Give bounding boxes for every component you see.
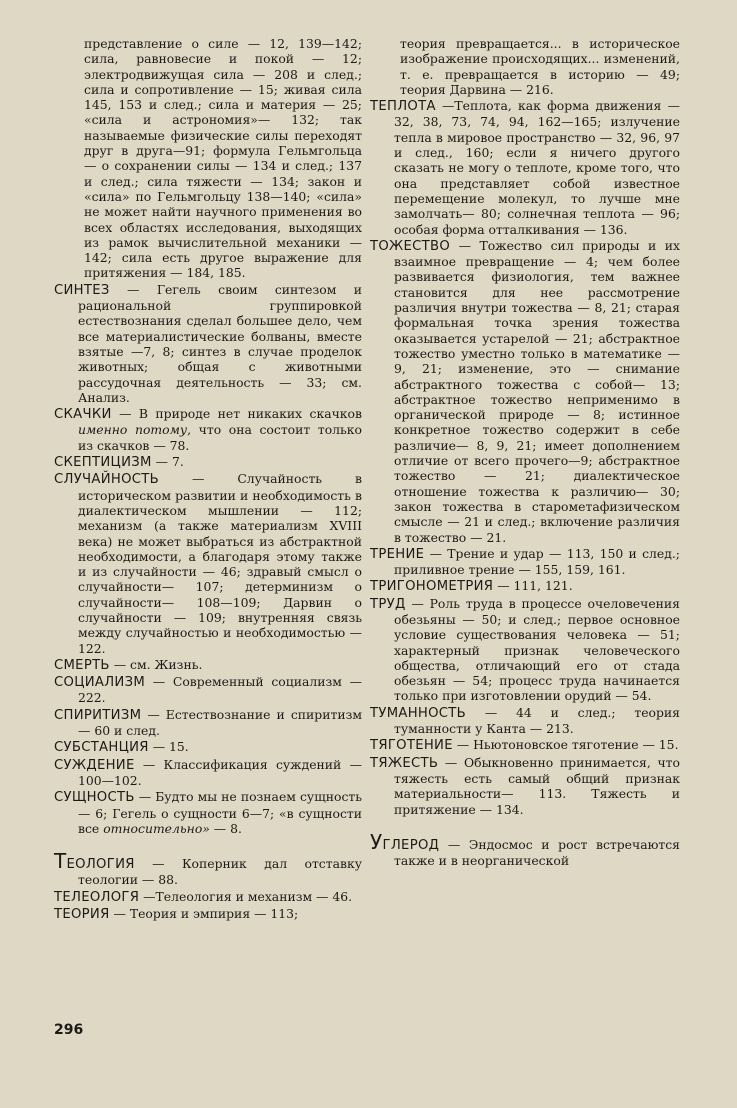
left-column: [54, 36, 362, 923]
entry-text: — Эндосмос и рост встречаются также и в неорганической: [394, 836, 680, 869]
entry-text: — Обыкновенно принимается, что тяжесть есть самый общий признак материальности— 113. Тяжесть и притяжение — 134.: [394, 754, 680, 817]
index-entry: [54, 906, 362, 922]
entry-heading: ТОЖЕСТВО: [370, 238, 451, 254]
entry-text: — Будто мы не познаем сущность — 6; Гегель о сущности 6—7; «в сущности все: [78, 789, 362, 836]
index-entry: [370, 36, 680, 97]
index-entry: [54, 757, 362, 789]
index-entry: [370, 546, 680, 578]
entry-heading: ТРУД: [370, 596, 406, 612]
entry-heading: ТУМАННОСТЬ: [370, 705, 467, 721]
index-entry: [54, 889, 362, 905]
entry-emphasis: относительно»: [103, 820, 210, 836]
index-entry: [54, 406, 362, 453]
right-column: [370, 36, 680, 869]
index-entry: [54, 657, 362, 673]
index-entry: [370, 98, 680, 237]
entry-text: — Трение и удар — 113, 150 и след.; приливное трение — 155, 159, 161.: [394, 545, 680, 578]
entry-text: — Классификация суждений — 100—102.: [78, 756, 362, 788]
entry-heading: ТЯГОТЕНИЕ: [370, 738, 453, 754]
entry-text: — В природе нет никаких скачков: [111, 406, 362, 422]
entry-text: — Роль труда в процессе очеловечения обезьяны — 50; и след.; первое основное условие существования человека — 51; характерный признак человеческого общества, отличающий его от стада обезьян — 54; процесс труда начинается только при изготовлении орудий — 54.: [394, 595, 680, 704]
index-entry: [370, 737, 680, 753]
entry-initial: У: [370, 829, 383, 854]
entry-text: — 15.: [148, 739, 189, 755]
entry-heading: СУЖДЕНИЕ: [54, 757, 135, 773]
entry-emphasis: именно потому: [78, 422, 188, 438]
entry-heading: СОЦИАЛИЗМ: [54, 675, 146, 691]
entry-heading: СМЕРТЬ: [54, 657, 110, 673]
index-entry: [370, 705, 680, 737]
entry-heading: СУЩНОСТЬ: [54, 790, 135, 806]
entry-heading: СКЕПТИЦИЗМ: [54, 455, 152, 471]
index-entry: [54, 789, 362, 836]
entry-heading: ТРИГОНОМЕТРИЯ: [370, 579, 494, 595]
index-entry: [54, 674, 362, 706]
page-number: 296: [54, 1022, 84, 1038]
entry-heading-rest: ЕОЛОГИЯ: [66, 857, 135, 873]
entry-heading-rest: ГЛЕРОД: [382, 837, 440, 853]
entry-text: — 111, 121.: [493, 578, 573, 594]
entry-text: — 8.: [209, 820, 242, 836]
entry-text: , что она состоит только из скачков — 78.: [78, 422, 362, 453]
index-entry: [54, 282, 362, 405]
entry-text: — Тожество сил природы и их взаимное превращение — 4; чем более развивается физиология, тем важнее становится для нее рассмотрение различия внутри тожества — 8, 21; старая формальная точка зрения тожества оказывается устарелой — 21; абстрактное тожество уместно только в математике — 9, 21; изменение, это — снимание абстрактного тожества с собой— 13; абстрактное тожество неприменимо в органической природе — 8; истинное конкретное тожество содержит в себе различие— 8, 9, 21; имеет дополнением отличие от всего прочего—9; абстрактное тожество — 21; диалектическое отношение тожества к различию— 30; закон тожества в старометафизическом смысле — 21 и след.; включение различия в тожество — 21.: [394, 237, 680, 545]
entry-heading: [370, 829, 440, 854]
entry-text: теория превращается... в историческое изображение происходящих... изменений, т. е. превращается в историю — 49; теория Дарвина — 216.: [400, 36, 680, 97]
index-entry: [370, 238, 680, 545]
entry-text: — 7.: [151, 454, 184, 470]
index-entry: [370, 829, 680, 869]
entry-heading: СПИРИТИЗМ: [54, 707, 142, 723]
index-entry: [54, 739, 362, 755]
entry-text: — см. Жизнь.: [109, 656, 203, 672]
index-entry: [370, 755, 680, 817]
entry-text: — Теория и эмпирия — 113;: [109, 906, 299, 922]
entry-heading: ТРЕНИЕ: [370, 546, 425, 562]
entry-text: — Гегель своим синтезом и рациональной группировкой естествознания сделал большее дело, чем все материалистические болваны, вместе взятые —7, 8; синтез в случае проделок животных; общая с животными рассудочная деятельность — 33; см. Анализ.: [78, 281, 362, 405]
entry-heading: СИНТЕЗ: [54, 282, 110, 298]
entry-text: — Коперник дал отставку теологии — 88.: [78, 856, 362, 888]
entry-initial: Т: [54, 849, 67, 874]
index-entry: [54, 471, 362, 656]
entry-heading: СКАЧКИ: [54, 407, 112, 423]
entry-heading: ТЕЛЕОЛОГЯ: [54, 889, 140, 905]
entry-text: представление о силе — 12, 139—142; сила, равновесие и покой — 12; электродвижущая сила — 208 и след.; сила и сопротивление — 15; живая сила 145, 153 и след.; сила и материя — 25; «сила и астрономия»— 132; так называемые физические силы переходят друг в друга—91; формула Гельмгольца — о сохранении силы — 134 и след.; 137 и след.; сила тяжести — 134; закон и «сила» по Гельмгольцу 138—140; «сила» не может найти научного применения во всех областях исследования, выходящих из рамок вычислительной механики — 142; сила есть другое выражение для притяжения — 184, 185.: [84, 36, 362, 281]
index-entry: [54, 849, 362, 888]
index-entry: [370, 578, 680, 594]
entry-text: — Естествознание и спиритизм — 60 и след.: [78, 706, 362, 739]
entry-text: — Ньютоновское тяготение — 15.: [452, 737, 679, 753]
entry-heading: ТЕОРИЯ: [54, 907, 110, 923]
index-entry: [370, 596, 680, 704]
entry-text: — 44 и след.; теория туманности у Канта — 213.: [394, 704, 680, 737]
entry-text: —Телеология и механизм — 46.: [139, 888, 353, 904]
index-entry: [54, 36, 362, 281]
entry-heading: ТЕПЛОТА: [370, 99, 436, 115]
entry-heading: [54, 849, 135, 874]
entry-heading: ТЯЖЕСТЬ: [370, 755, 439, 771]
entry-heading: СУБСТАНЦИЯ: [54, 740, 149, 756]
entry-text: — Случайность в историческом развитии и необходимость в диалектическом мышлении — 112; механизм (а также материализм XVIII века) не может выбраться из абстрактной необходимости, а благодаря этому также и из случайности — 46; здравый смысл о случайности— 107; детерминизм о случайности— 108—109; Дарвин о случайности — 109; внутренняя связь между случайностью и необходимостью — 122.: [78, 471, 362, 656]
entry-text: —Теплота, как форма движения — 32, 38, 73, 74, 94, 162—165; излучение тепла в мировое пространство — 32, 96, 97 и след., 160; если я ничего другого сказать не могу о теплоте, кроме того, что она представляет собой известное перемещение молекул, то лучше мне замолчать— 80; солнечная теплота — 96; особая форма отталкивания — 136.: [394, 98, 680, 237]
index-entry: [54, 454, 362, 470]
entry-text: — Современный социализм — 222.: [78, 674, 362, 706]
entry-heading: СЛУЧАЙНОСТЬ: [54, 472, 159, 488]
index-entry: [54, 707, 362, 739]
